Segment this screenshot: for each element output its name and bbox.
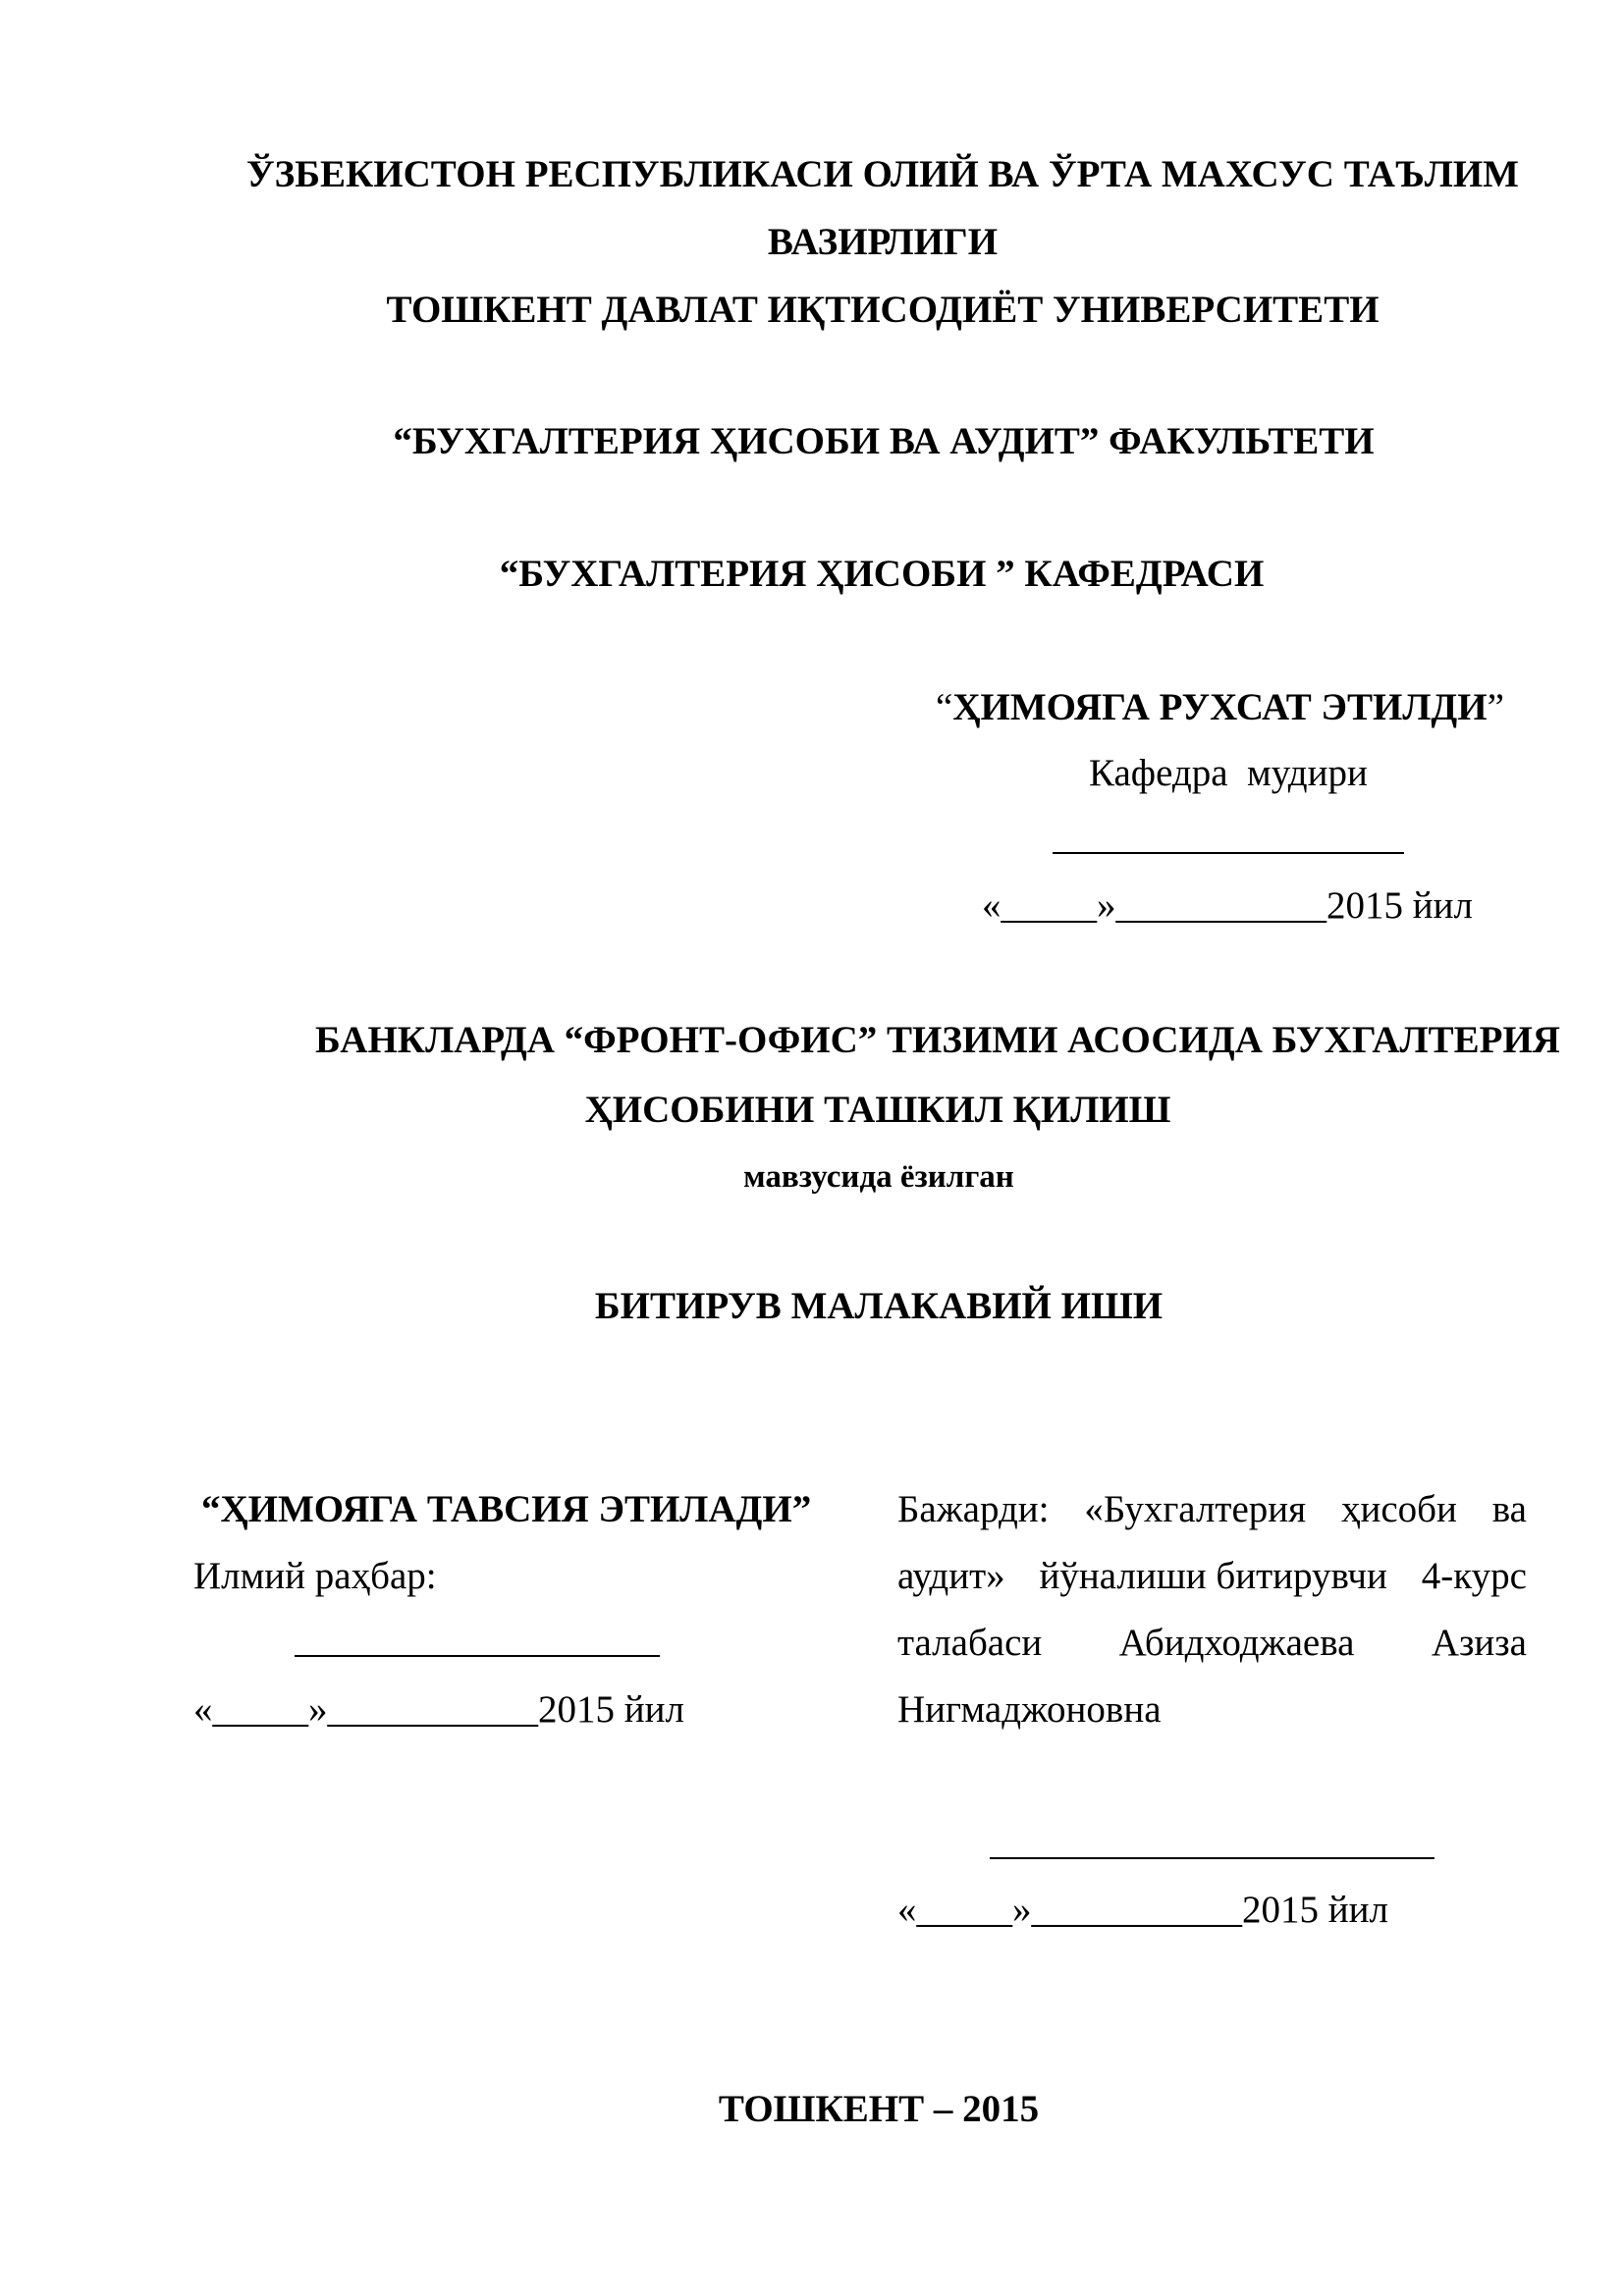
author-date-line: «_____»___________2015 йил (897, 1889, 1388, 1931)
footer-city-year: ТОШКЕНТ – 2015 (718, 2088, 1040, 2130)
approval-signature-line (1053, 852, 1404, 854)
approval-role: Кафедра мудири (1089, 752, 1368, 794)
recommendation-signature-line (295, 1655, 660, 1657)
author-line1-word: «Бухгалтерия (1084, 1488, 1307, 1530)
recommendation-title: “ҲИМОЯГА ТАВСИЯ ЭТИЛАДИ” (201, 1488, 812, 1530)
ministry-title-line1: ЎЗБЕКИСТОН РЕСПУБЛИКАСИ ОЛИЙ ВА ЎРТА МАХСУС ТАЪЛИМ (246, 153, 1519, 195)
author-line1-word: ва (1491, 1488, 1527, 1530)
author-line1-word: Бажарди: (897, 1488, 1050, 1530)
work-type: БИТИРУВ МАЛАКАВИЙ ИШИ (594, 1285, 1164, 1327)
approval-date-line: «_____»___________2015 йил (982, 884, 1473, 927)
recommendation-role: Илмий раҳбар: (193, 1555, 437, 1597)
author-line3-word: Абидходжаева (1118, 1622, 1355, 1664)
author-line1 (897, 1486, 1527, 1533)
thesis-topic-line2: ҲИСОБИНИ ТАШКИЛ ҚИЛИШ (584, 1089, 1171, 1131)
ministry-title-line2: ВАЗИРЛИГИ (767, 221, 999, 263)
approval-quote-close: ” (1487, 686, 1504, 728)
approval-quote-open: “ (936, 686, 953, 728)
recommendation-date-line: «_____»___________2015 йил (193, 1688, 684, 1731)
author-line3-word: талабаси (897, 1622, 1043, 1664)
author-line2-word: йўналиши битирувчи (1039, 1555, 1387, 1597)
author-signature-line (990, 1857, 1435, 1859)
faculty-name: “БУХГАЛТЕРИЯ ҲИСОБИ ВА АУДИТ” ФАКУЛЬТЕТИ (393, 420, 1375, 462)
author-line3-word: Азиза (1431, 1622, 1527, 1664)
approval-title (936, 684, 1504, 731)
author-line4: Нигмаджоновна (897, 1688, 1162, 1731)
thesis-topic-line1: БАНКЛАРДА “ФРОНТ-ОФИС” ТИЗИМИ АСОСИДА БУХГАЛТЕРИЯ (315, 1019, 1560, 1061)
approval-title-text: ҲИМОЯГА РУХСАТ ЭТИЛДИ (952, 686, 1488, 728)
author-line1-word: ҳисоби (1340, 1488, 1457, 1530)
author-line2 (897, 1553, 1527, 1600)
university-name: ТОШКЕНТ ДАВЛАТ ИҚТИСОДИЁТ УНИВЕРСИТЕТИ (386, 289, 1380, 331)
author-line3 (897, 1620, 1527, 1667)
department-name: “БУХГАЛТЕРИЯ ҲИСОБИ ” КАФЕДРАСИ (499, 553, 1265, 595)
thesis-topic-suffix: мавзусида ёзилган (743, 1159, 1014, 1195)
author-line2-word: аудит» (897, 1555, 1005, 1597)
author-line2-word: 4-курс (1421, 1555, 1527, 1597)
